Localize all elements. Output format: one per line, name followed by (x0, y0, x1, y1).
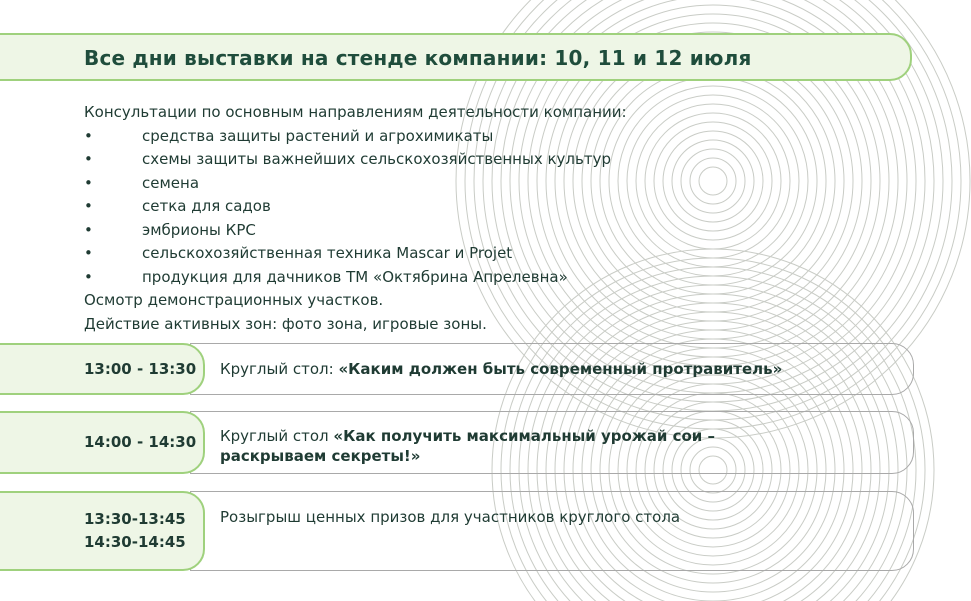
time-text: 13:30-13:45 (84, 510, 186, 528)
list-item (84, 148, 627, 172)
bullet-marker: • (84, 126, 93, 145)
list-item (84, 242, 627, 266)
decorative-ring (609, 77, 817, 285)
list-item-text: семена (142, 173, 200, 192)
page-title: Все дни выставки на стенде компании: 10, 11 и 12 июля (84, 46, 752, 70)
decorative-ring (699, 167, 727, 195)
decorative-ring (627, 95, 799, 267)
event-prefix: Розыгрыш ценных призов для участников круглого стола (220, 508, 681, 526)
event-description-2 (220, 426, 740, 466)
list-item (84, 172, 627, 196)
time-text: 13:00 - 13:30 (84, 359, 197, 378)
event-prefix: Круглый стол: (220, 360, 339, 378)
list-item-text: эмбрионы КРС (142, 220, 256, 239)
list-item (84, 195, 627, 219)
list-item-text: средства защиты растений и агрохимикаты (142, 126, 494, 145)
decorative-ring (672, 140, 754, 222)
event-description-3 (220, 507, 860, 527)
schedule-row-3 (190, 491, 914, 571)
list-item-text: сельскохозяйственная техника Mascar и Projet (142, 244, 513, 262)
list-item (84, 266, 627, 290)
time-slot-1 (0, 343, 205, 395)
demo-plots-text: Осмотр демонстрационных участков. (84, 291, 384, 309)
decorative-ring (654, 122, 772, 240)
bullet-list (84, 125, 627, 290)
time-slot-3 (0, 491, 205, 571)
list-item-text: схемы защиты важнейших сельскохозяйственных культур (142, 150, 611, 168)
decorative-ring (663, 131, 763, 231)
bullet-marker: • (84, 220, 93, 239)
bullet-marker: • (84, 173, 93, 192)
event-prefix: Круглый стол (220, 427, 334, 445)
list-item-text: продукция для дачников ТМ «Октябрина Апрелевна» (142, 267, 568, 286)
decorative-ring (600, 68, 826, 294)
time-text: 14:00 - 14:30 (84, 433, 197, 451)
intro-block (84, 101, 627, 336)
bullet-marker: • (84, 244, 93, 262)
intro-text: Консультации по основным направлениям деятельности компании: (84, 103, 627, 121)
decorative-ring (645, 113, 781, 249)
list-item (84, 125, 627, 149)
decorative-ring (681, 149, 745, 213)
decorative-ring (591, 59, 835, 303)
bullet-marker: • (84, 267, 93, 286)
decorative-ring (618, 86, 808, 276)
bullet-marker: • (84, 150, 93, 168)
event-description-1 (220, 359, 860, 379)
bullet-marker: • (84, 197, 93, 215)
time-slot-2 (0, 411, 205, 474)
list-item (84, 219, 627, 243)
decorative-ring (636, 104, 790, 258)
time-text: 14:30-14:45 (84, 533, 186, 551)
event-title: «Каким должен быть современный протравитель» (338, 360, 783, 378)
event-title: «Как получить максимальный урожай сои – раскрываем секреты!» (220, 427, 716, 465)
active-zones-text: Действие активных зон: фото зона, игровые зоны. (84, 314, 487, 333)
list-item-text: сетка для садов (142, 197, 271, 215)
decorative-ring (690, 158, 736, 204)
